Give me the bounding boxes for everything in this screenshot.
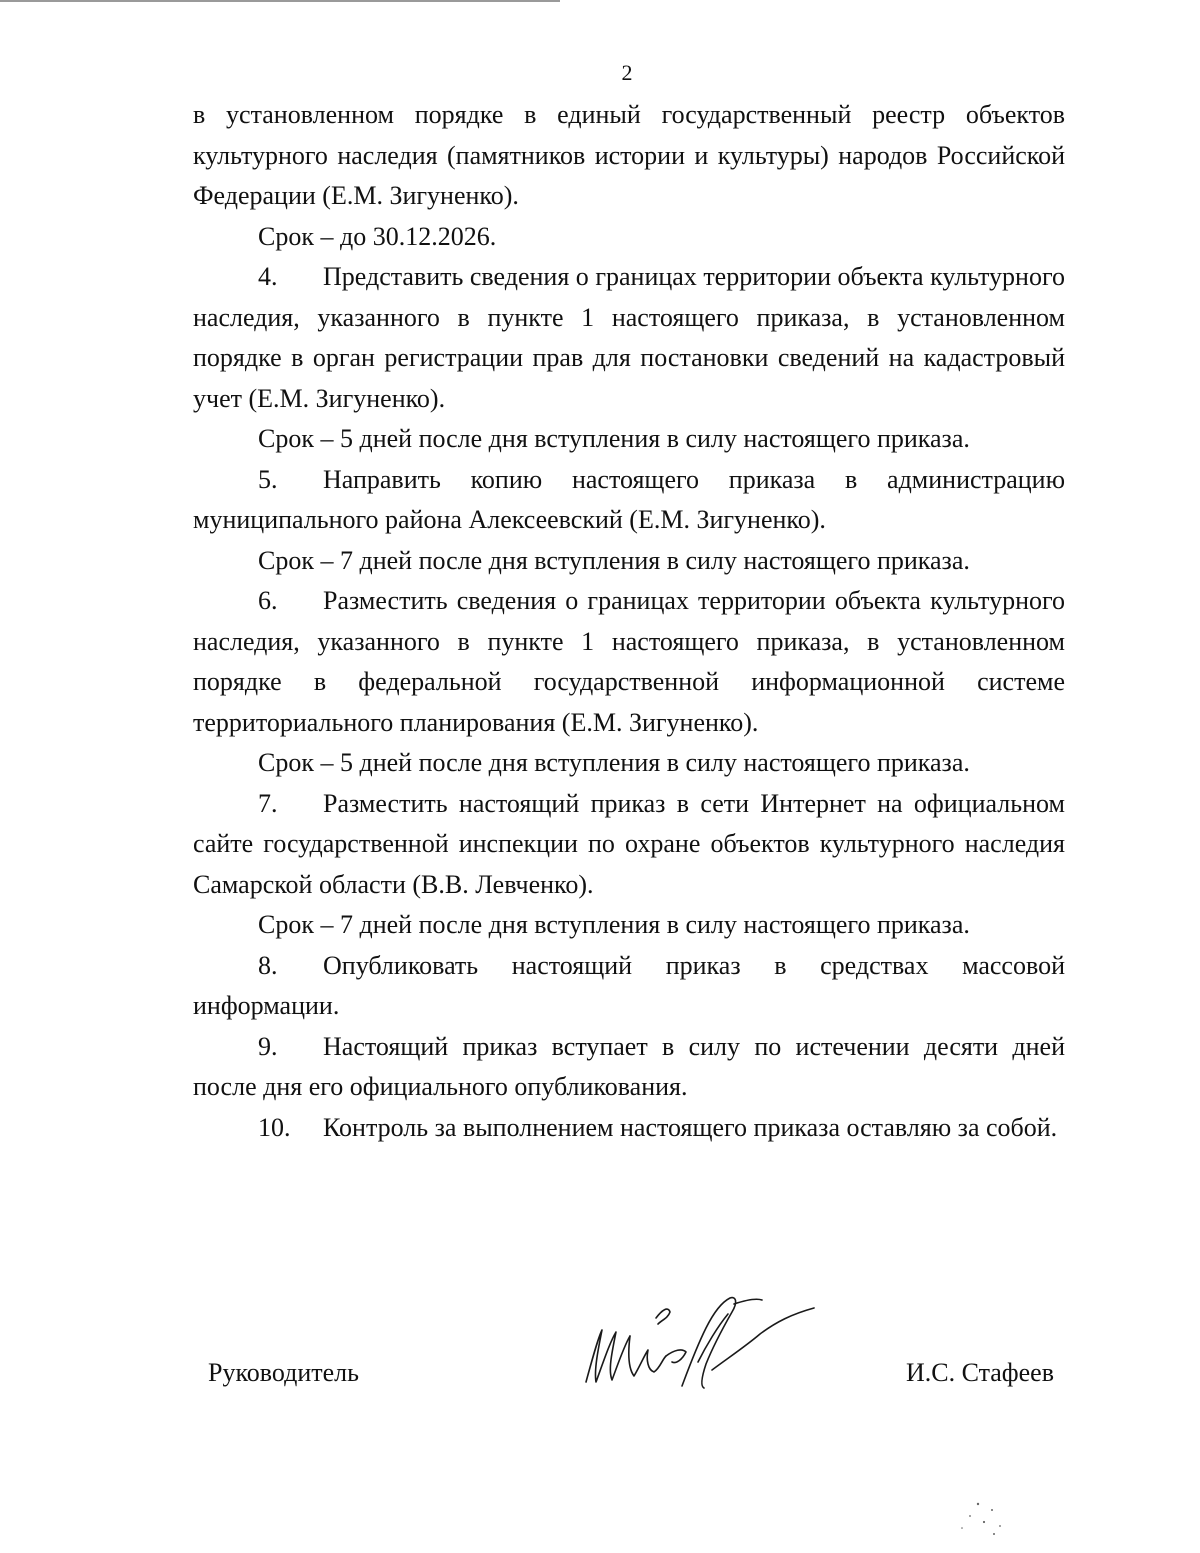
deadline-item-5: Срок – 7 дней после дня вступления в силу настоящего приказа. <box>258 545 970 575</box>
handwritten-signature-icon <box>578 1290 828 1400</box>
item-number-10: 10. <box>258 1112 291 1142</box>
item-text-6: Разместить сведения о границах территории объекта культурного наследия, указанного в пункте 1 настоящего приказа, в установленном порядке в федеральной государственной информационной системе территориального планирования (Е.М. Зигуненко). <box>193 586 1065 737</box>
page-number: 2 <box>621 60 633 85</box>
list-item-6 <box>193 581 1065 743</box>
deadline-item-6: Срок – 5 дней после дня вступления в силу настоящего приказа. <box>258 748 970 777</box>
item-number-9: 9. <box>258 1031 278 1061</box>
signatory-title: Руководитель <box>208 1358 359 1387</box>
continuation-paragraph: в установленном порядке в единый государственный реестр объектов культурного наследия (памятников истории и культуры) народов Российской Федерации (Е.М. Зигуненко). <box>193 100 1065 210</box>
item-text-5: Направить копию настоящего приказа в администрацию муниципального района Алексеевский (Е.М. Зигуненко). <box>193 464 1065 534</box>
list-item-5 <box>193 460 1065 541</box>
item-text-9: Настоящий приказ вступает в силу по истечении десяти дней после дня его официального опубликования. <box>193 1031 1065 1101</box>
deadline-item-7: Срок – 7 дней после дня вступления в силу настоящего приказа. <box>258 910 970 939</box>
item-number-7: 7. <box>258 788 278 818</box>
list-item-9 <box>193 1027 1065 1108</box>
item-text-7: Разместить настоящий приказ в сети Интернет на официальном сайте государственной инспекции по охране объектов культурного наследия Самарской области (В.В. Левченко). <box>193 788 1065 899</box>
list-item-7 <box>193 784 1065 906</box>
item-number-5: 5. <box>258 464 278 494</box>
list-item-10 <box>193 1108 1065 1149</box>
scan-specks <box>950 1500 1020 1540</box>
item-text-8: Опубликовать настоящий приказ в средствах массовой информации. <box>193 950 1065 1020</box>
item-text-4: Представить сведения о границах территории объекта культурного наследия, указанного в пункте 1 настоящего приказа, в установленном порядке в орган регистрации прав для постановки сведений на кадастровый учет (Е.М. Зигуненко). <box>193 262 1065 413</box>
item-number-6: 6. <box>258 586 278 615</box>
list-item-8 <box>193 946 1065 1027</box>
item-number-8: 8. <box>258 950 278 980</box>
deadline-item-3: Срок – до 30.12.2026. <box>258 221 497 251</box>
signatory-name: И.С. Стафеев <box>905 1358 1054 1387</box>
scan-border-line <box>0 0 560 2</box>
item-number-4: 4. <box>258 262 278 291</box>
deadline-item-4: Срок – 5 дней после дня вступления в силу настоящего приказа. <box>258 424 970 453</box>
item-text-10: Контроль за выполнением настоящего приказа оставляю за собой. <box>323 1112 1058 1142</box>
list-item-4 <box>193 257 1065 419</box>
document-body <box>193 95 1065 1148</box>
